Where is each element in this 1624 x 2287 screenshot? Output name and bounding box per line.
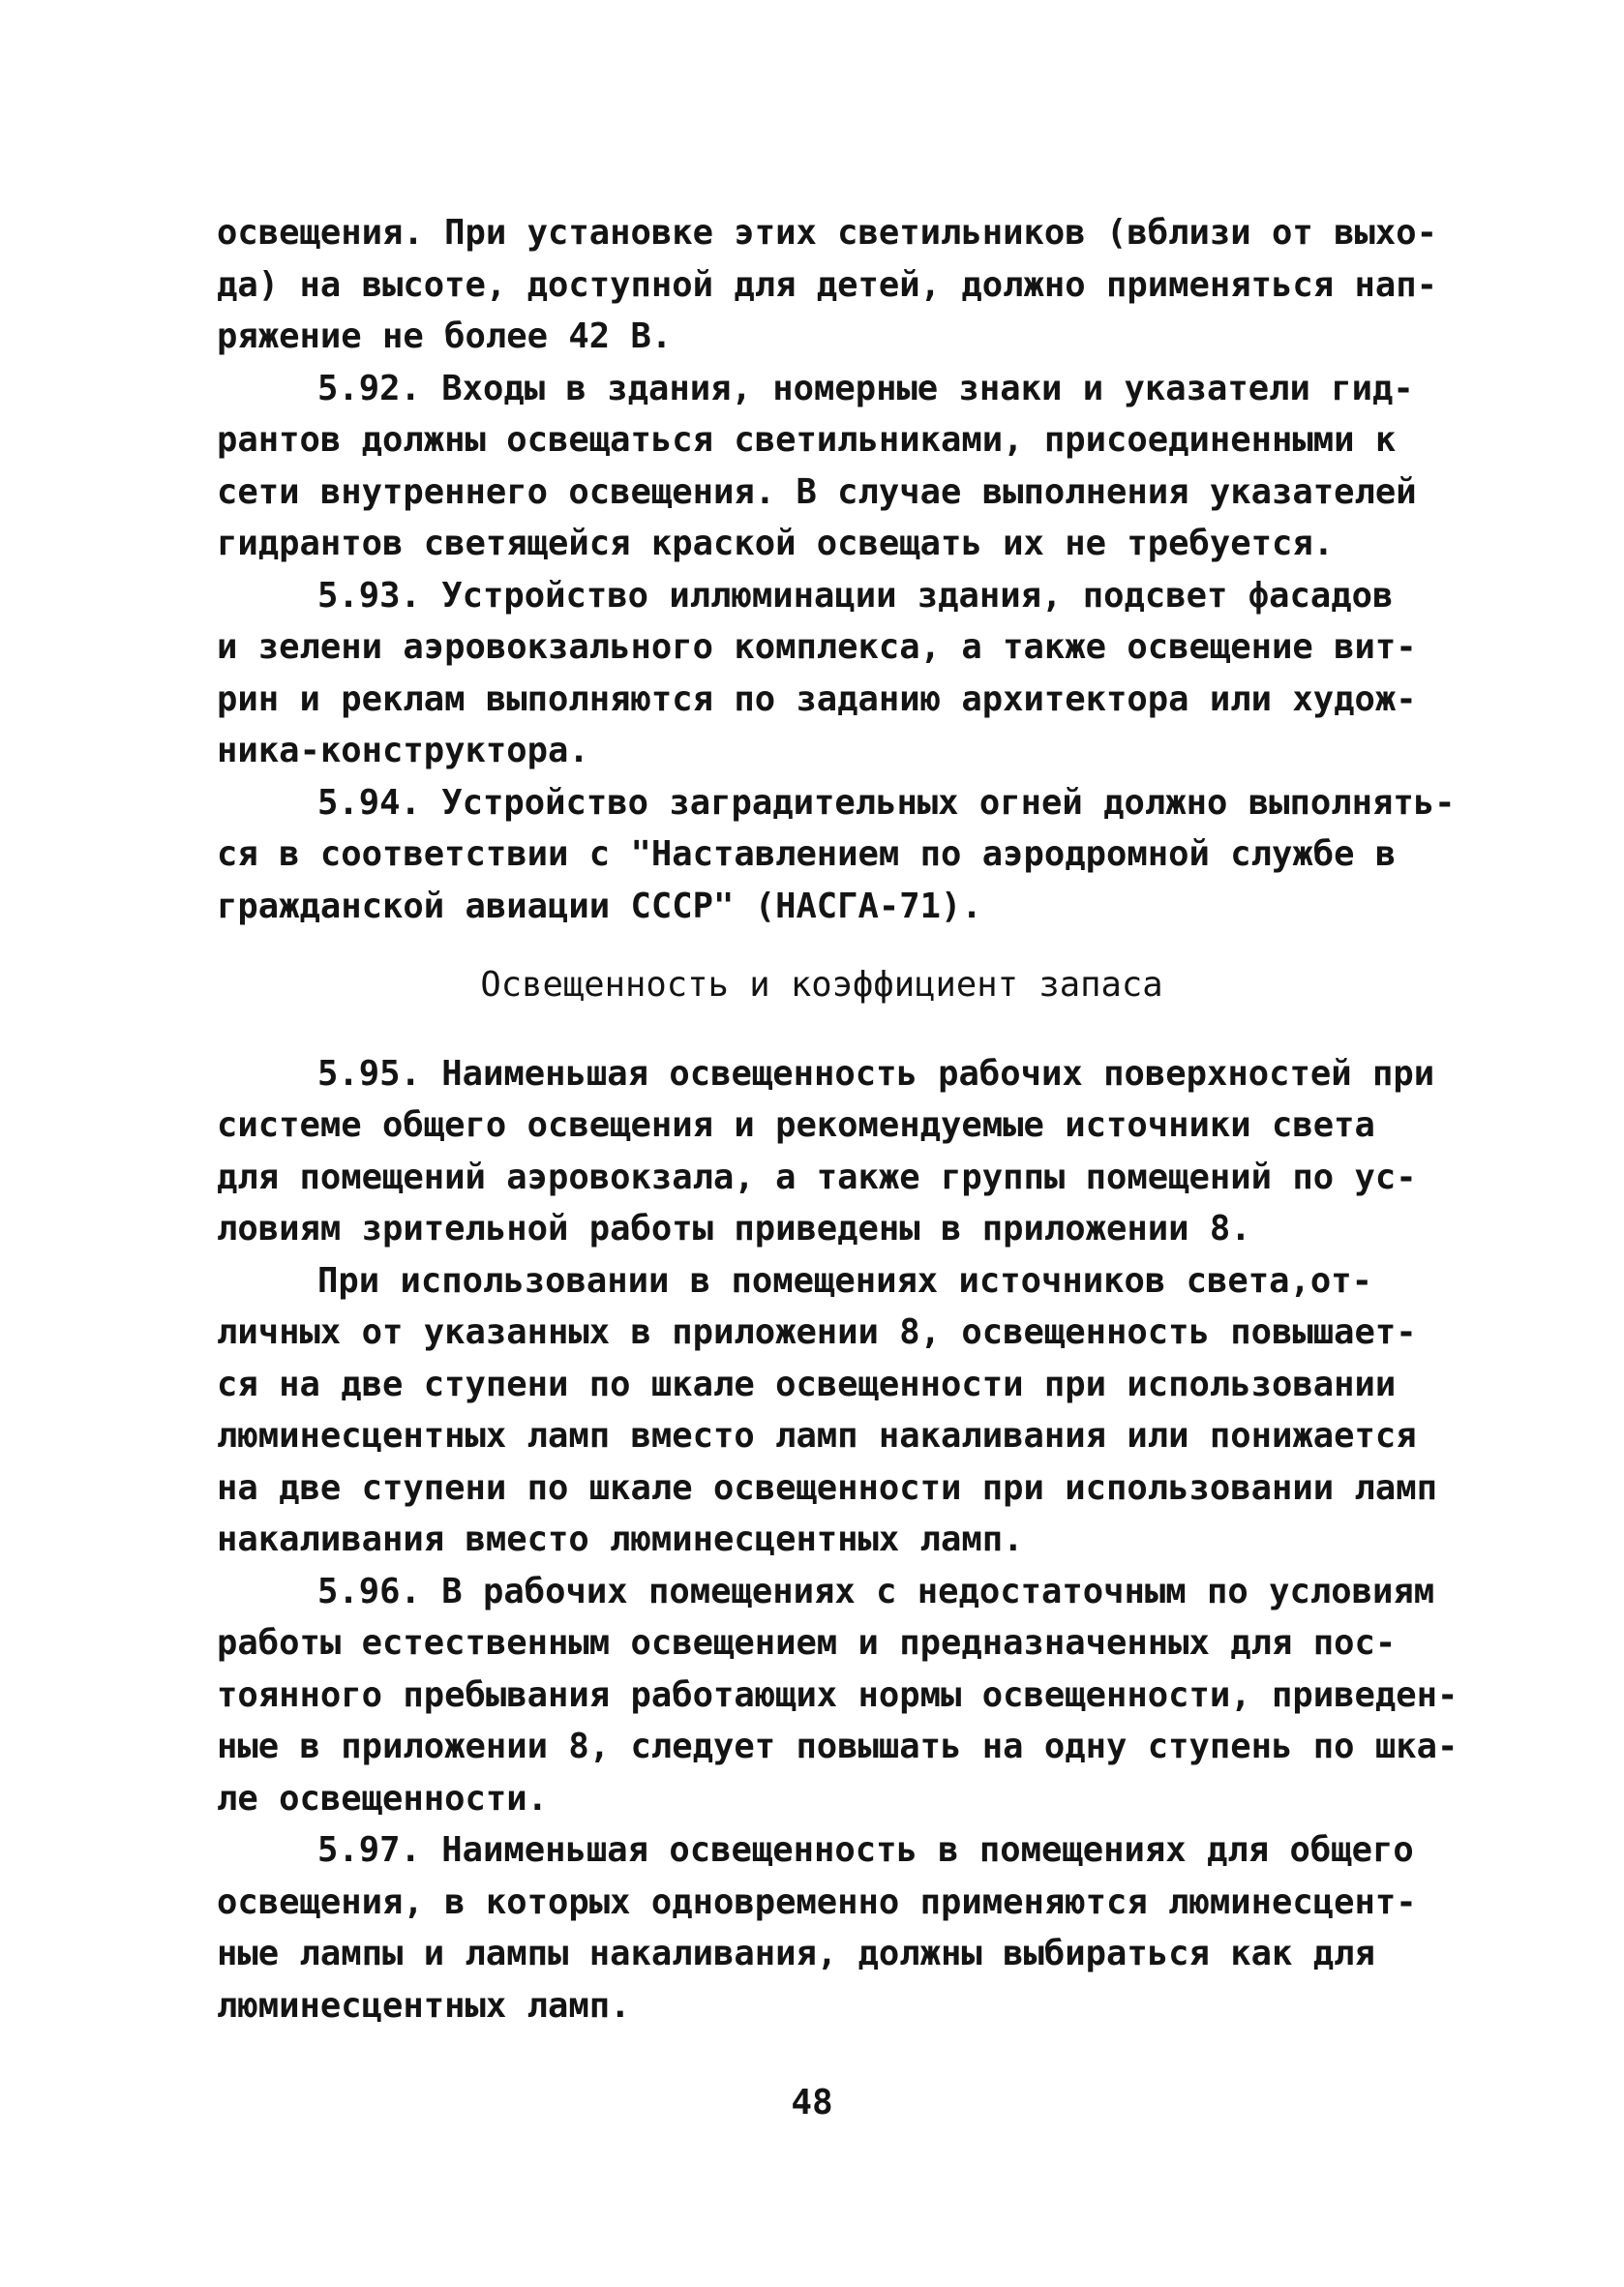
text-line: ника-конструктора. [217, 731, 589, 770]
paragraph-5-96 [217, 1566, 1459, 1825]
text-line: гидрантов светящейся краской освещать их не требуется. [217, 524, 1335, 563]
text-body [217, 207, 1459, 2031]
text-line: на две ступени по шкале освещенности при использовании ламп [217, 1467, 1437, 1508]
page-number: 48 [791, 2083, 833, 2122]
text-line: ные лампы и лампы накаливания, должны выбираться как для [217, 1934, 1375, 1973]
text-line: ся на две ступени по шкале освещенности при использовании [217, 1364, 1397, 1404]
text-line: 5.97. Наименьшая освещенность в помещениях для общего [317, 1830, 1414, 1870]
text-line: тоянного пребывания работающих нормы освещенности, приведен- [217, 1674, 1459, 1715]
text-line: освещения, в которых одновременно применяются люминесцент- [217, 1881, 1417, 1922]
paragraph-light-sources [217, 1255, 1437, 1566]
text-line: люминесцентных ламп. [217, 1985, 631, 2026]
text-line: ловиям зрительной работы приведены в приложении 8. [217, 1209, 1251, 1249]
text-line: личных от указанных в приложении 8, освещенность повышает- [217, 1312, 1417, 1352]
section-heading: Освещенность и коэффициент запаса [480, 965, 1163, 1005]
text-line: При использовании в помещениях источников света,от- [317, 1260, 1373, 1301]
paragraph-5-95 [217, 1048, 1435, 1255]
text-line: да) на высоте, доступной для детей, должно применяться нап- [217, 264, 1437, 305]
text-line: 5.93. Устройство иллюминации здания, подсвет фасадов [317, 575, 1394, 616]
paragraph-5-92 [217, 363, 1427, 570]
text-line: рин и реклам выполняются по заданию архитектора или худож- [217, 678, 1417, 719]
text-line: 5.96. В рабочих помещениях с недостаточным по условиям [317, 1571, 1435, 1611]
text-line: ряжение не более 42 В. [217, 316, 673, 356]
text-line: гражданской авиации СССР" (НАСГА-71). [217, 886, 982, 926]
paragraph-5-97 [217, 1824, 1427, 2031]
text-line: ся в соответствии с "Наставлением по аэродромной службе в [217, 834, 1397, 874]
text-line: 5.95. Наименьшая освещенность рабочих поверхностей при [317, 1053, 1435, 1094]
text-line: сети внутреннего освещения. В случае выполнения указателей [217, 471, 1417, 512]
text-line: системе общего освещения и рекомендуемые источники света [217, 1105, 1375, 1145]
text-line: накаливания вместо люминесцентных ламп. [217, 1520, 1024, 1559]
text-line: 5.94. Устройство заградительных огней должно выполнять- [317, 782, 1456, 823]
paragraph-5-94 [217, 777, 1456, 933]
text-line: ные в приложении 8, следует повышать на одну ступень по шка- [217, 1727, 1459, 1766]
text-line: ле освещенности. [217, 1778, 548, 1819]
text-line: люминесцентных ламп вместо ламп накаливания или понижается [217, 1416, 1417, 1456]
text-line: рантов должны освещаться светильниками, присоединенными к [217, 420, 1397, 460]
text-line: и зелени аэровокзального комплекса, а также освещение вит- [217, 627, 1417, 667]
text-line: 5.92. Входы в здания, номерные знаки и указатели гид- [317, 368, 1414, 408]
paragraph-5-93 [217, 570, 1427, 777]
text-line: работы естественным освещением и предназначенных для пос- [217, 1623, 1397, 1663]
text-line: для помещений аэровокзала, а также группы помещений по ус- [217, 1157, 1417, 1197]
text-line: освещения. При установке этих светильников (вблизи от выхо- [217, 213, 1437, 253]
paragraph-continuation [217, 207, 1437, 363]
